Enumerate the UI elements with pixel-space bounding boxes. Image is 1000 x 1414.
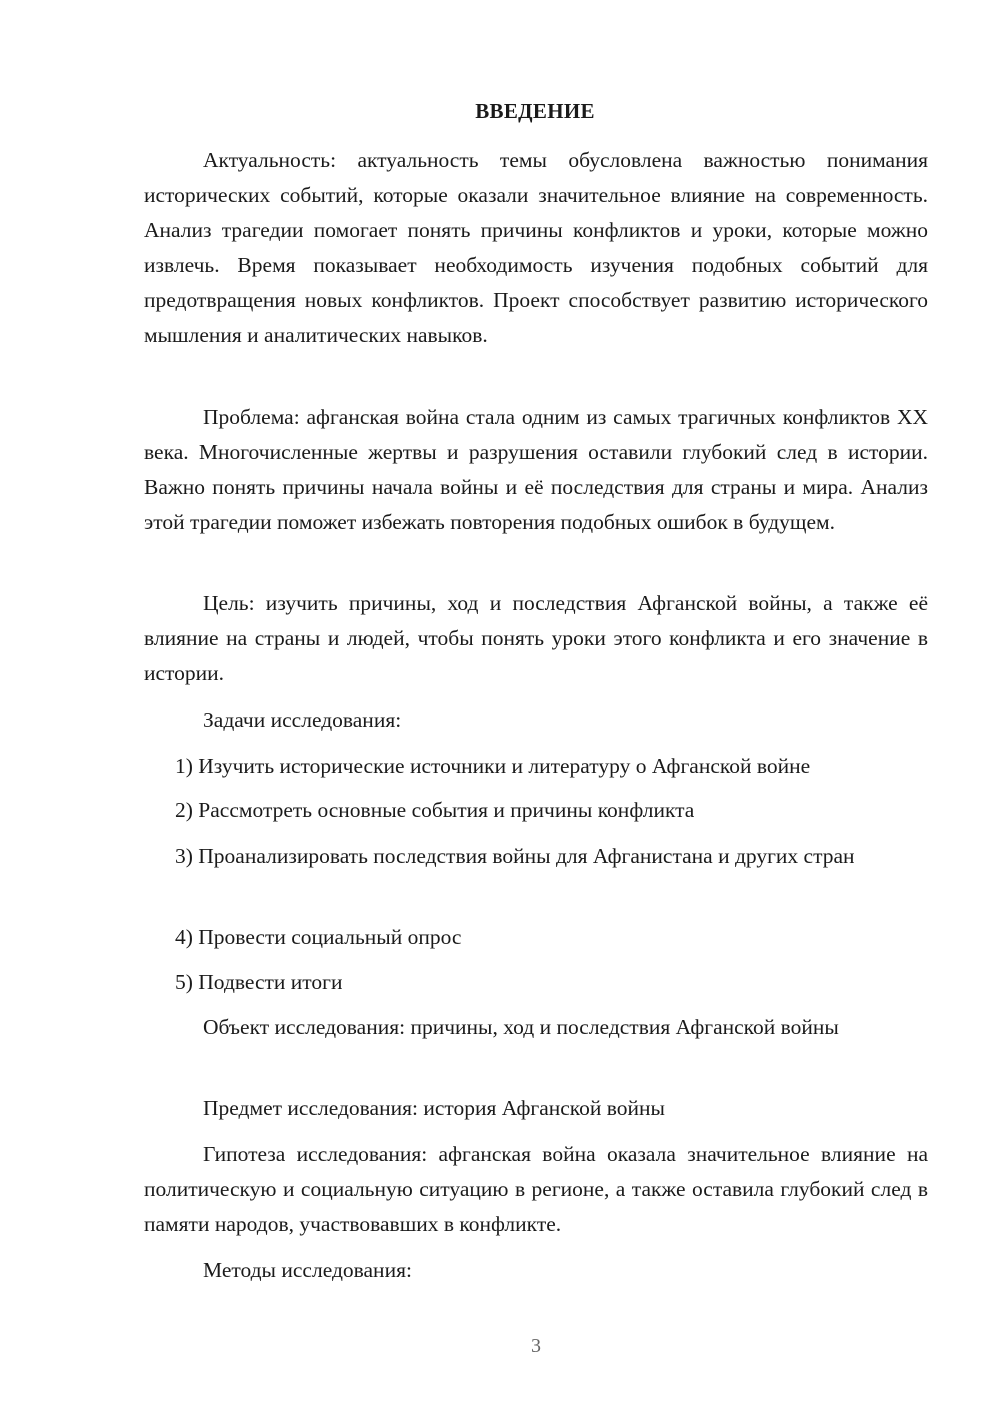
- task-item-5: 5) Подвести итоги: [175, 970, 343, 994]
- task-item-4: 4) Провести социальный опрос: [175, 925, 462, 949]
- hypothesis-paragraph: Гипотеза исследования: афганская война оказала значительное влияние на политическую и социальную ситуацию в регионе, а также оставила глубокий след в памяти народов, участвовавших в конфликте.: [144, 1142, 928, 1236]
- goal-paragraph: Цель: изучить причины, ход и последствия Афганской войны, а также её влияние на страны и людей, чтобы понять уроки этого конфликта и его значение в истории.: [144, 591, 928, 685]
- tasks-heading: Задачи исследования:: [203, 708, 402, 732]
- task-item-1: 1) Изучить исторические источники и литературу о Афганской войне: [175, 754, 811, 778]
- task-item-2: 2) Рассмотреть основные события и причины конфликта: [175, 798, 695, 822]
- page-number: 3: [531, 1335, 541, 1357]
- object-paragraph: Объект исследования: причины, ход и последствия Афганской войны: [203, 1015, 839, 1039]
- page-title: ВВЕДЕНИЕ: [475, 99, 595, 123]
- problem-paragraph: Проблема: афганская война стала одним из самых трагичных конфликтов XX века. Многочисленные жертвы и разрушения оставили глубокий след в истории. Важно понять причины начала войны и её последствия для страны и мира. Анализ этой трагедии поможет избежать повторения подобных ошибок в будущем.: [144, 405, 928, 534]
- subject-paragraph: Предмет исследования: история Афганской войны: [203, 1096, 665, 1120]
- methods-heading: Методы исследования:: [203, 1258, 412, 1282]
- task-item-3: 3) Проанализировать последствия войны для Афганистана и других стран: [175, 844, 855, 868]
- relevance-paragraph: Актуальность: актуальность темы обусловлена важностью понимания исторических событий, которые оказали значительное влияние на современность. Анализ трагедии помогает понять причины конфликтов и уроки, которые можно извлечь. Время показывает необходимость изучения подобных событий для предотвращения новых конфликтов. Проект способствует развитию исторического мышления и аналитических навыков.: [144, 148, 928, 347]
